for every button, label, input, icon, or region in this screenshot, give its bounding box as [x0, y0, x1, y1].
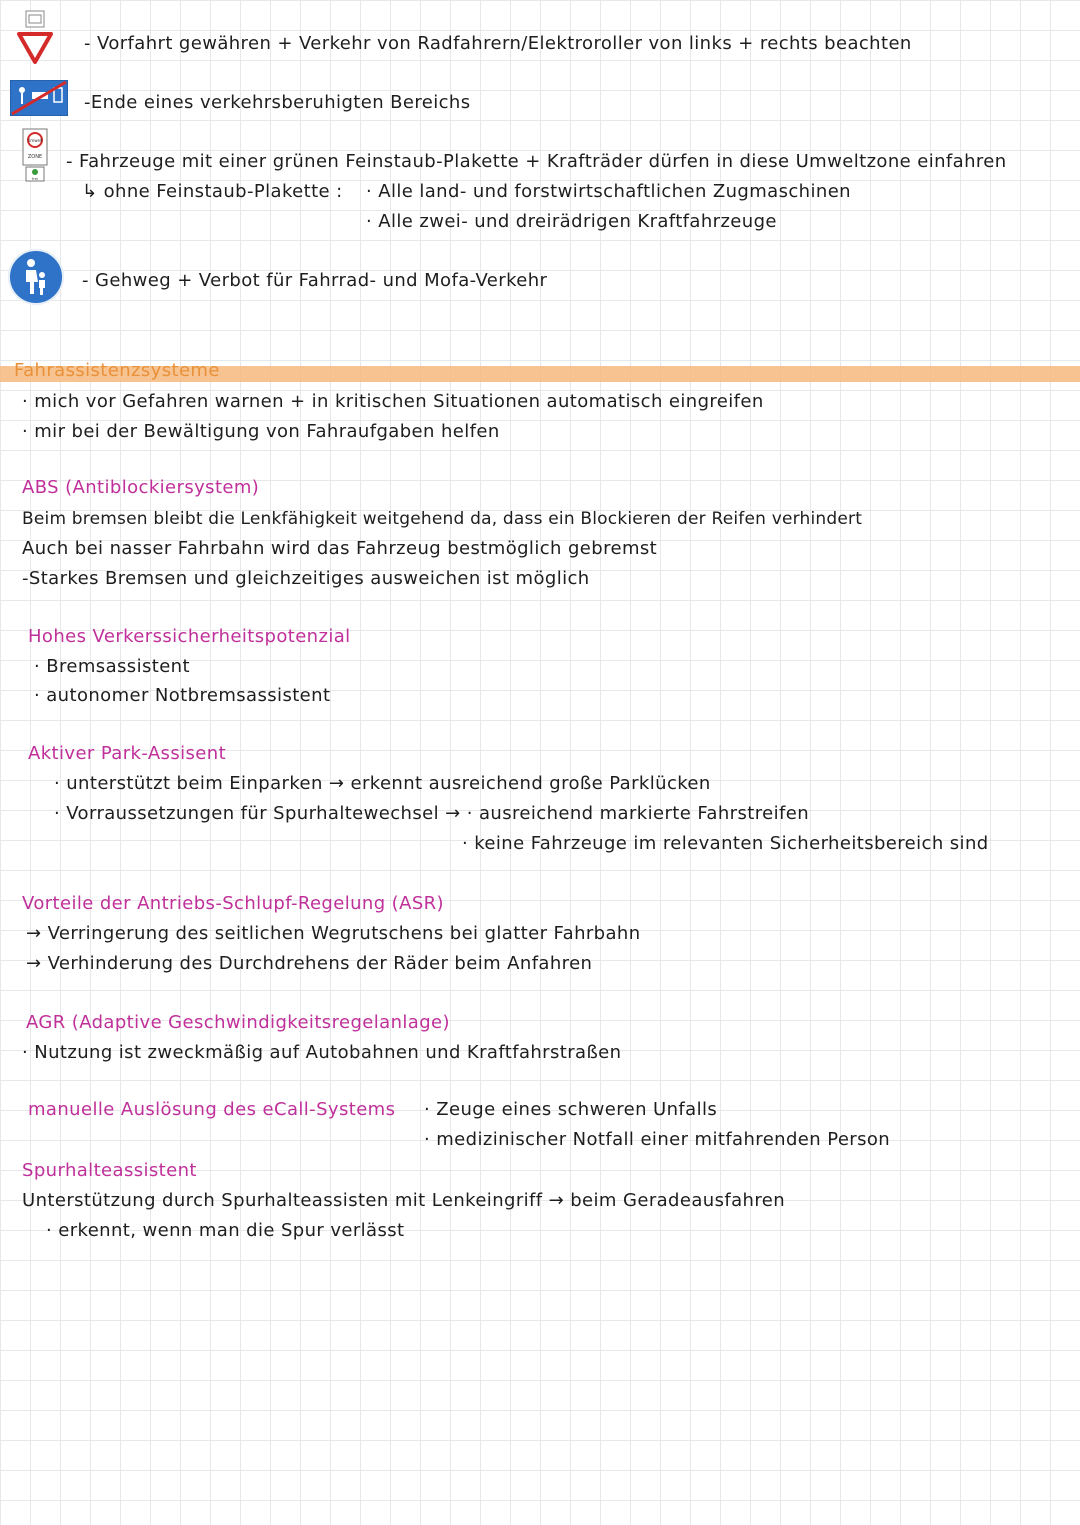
ecall-heading: manuelle Auslösung des eCall-Systems — [28, 1099, 396, 1120]
environmental-zone-sub-label: ↳ ohne Feinstaub-Plakette : — [82, 181, 343, 202]
abs-heading: ABS (Antiblockiersystem) — [22, 477, 260, 498]
zone-label: ZONE — [27, 154, 43, 160]
yield-sign-icon — [17, 10, 53, 68]
fas-item-1: · mich vor Gefahren warnen + in kritischen Situationen automatisch eingreifen — [22, 391, 764, 412]
ecall-item-1: · Zeuge eines schweren Unfalls — [424, 1099, 718, 1120]
end-traffic-calmed-text: -Ende eines verkehrsberuhigten Bereichs — [84, 92, 471, 113]
park-line-3: · keine Fahrzeuge im relevanten Sicherheitsbereich sind — [462, 833, 989, 854]
frei-label: frei — [32, 177, 38, 181]
asr-item-2: → Verhinderung des Durchdrehens der Räder beim Anfahren — [26, 953, 593, 974]
environmental-zone-exemption-2: · Alle zwei- und dreirädrigen Kraftfahrzeuge — [366, 211, 777, 232]
agr-item-1: · Nutzung ist zweckmäßig auf Autobahnen und Kraftfahrstraßen — [22, 1042, 622, 1063]
environmental-zone-sign-icon — [22, 128, 48, 186]
fas-heading: Fahrassistenzsysteme — [14, 360, 220, 381]
spur-line-2: · erkennt, wenn man die Spur verlässt — [46, 1220, 405, 1241]
asr-item-1: → Verringerung des seitlichen Wegrutschens bei glatter Fahrbahn — [26, 923, 641, 944]
agr-heading: AGR (Adaptive Geschwindigkeitsregelanlage) — [26, 1012, 450, 1033]
park-heading: Aktiver Park-Assisent — [28, 743, 227, 764]
environmental-zone-exemption-1: · Alle land- und forstwirtschaftlichen Zugmaschinen — [366, 181, 851, 202]
end-traffic-calmed-area-icon — [10, 80, 68, 120]
abs-line-1: Beim bremsen bleibt die Lenkfähigkeit weitgehend da, dass ein Blockieren der Reifen verhindert — [22, 509, 863, 529]
park-line-1: · unterstützt beim Einparken → erkennt ausreichend große Parklücken — [54, 773, 711, 794]
asr-heading: Vorteile der Antriebs-Schlupf-Regelung (ASR) — [22, 893, 444, 914]
pedestrian-path-sign-icon — [7, 248, 65, 310]
spur-heading: Spurhalteassistent — [22, 1160, 197, 1181]
umwelt-label: Umwelt — [27, 138, 43, 143]
spur-line-1: Unterstützung durch Spurhalteassisten mit Lenkeingriff → beim Geradeausfahren — [22, 1190, 786, 1211]
park-line-2: · Vorraussetzungen für Spurhaltewechsel → · ausreichend markierte Fahrstreifen — [54, 803, 810, 824]
safety-heading: Hohes Verkerssicherheitspotenzial — [28, 626, 351, 647]
pedestrian-path-text: - Gehweg + Verbot für Fahrrad- und Mofa-Verkehr — [82, 270, 548, 291]
abs-line-3: -Starkes Bremsen und gleichzeitiges ausweichen ist möglich — [22, 568, 590, 589]
environmental-zone-text: - Fahrzeuge mit einer grünen Feinstaub-Plakette + Krafträder dürfen in diese Umweltzone einfahren — [66, 151, 1007, 172]
ecall-item-2: · medizinischer Notfall einer mitfahrenden Person — [424, 1129, 891, 1150]
safety-item-2: · autonomer Notbremsassistent — [34, 685, 331, 706]
safety-item-1: · Bremsassistent — [34, 656, 190, 677]
abs-line-2: Auch bei nasser Fahrbahn wird das Fahrzeug bestmöglich gebremst — [22, 538, 658, 559]
yield-sign-text: - Vorfahrt gewähren + Verkehr von Radfahrern/Elektroroller von links + rechts beachten — [84, 33, 912, 54]
fas-item-2: · mir bei der Bewältigung von Fahraufgaben helfen — [22, 421, 500, 442]
